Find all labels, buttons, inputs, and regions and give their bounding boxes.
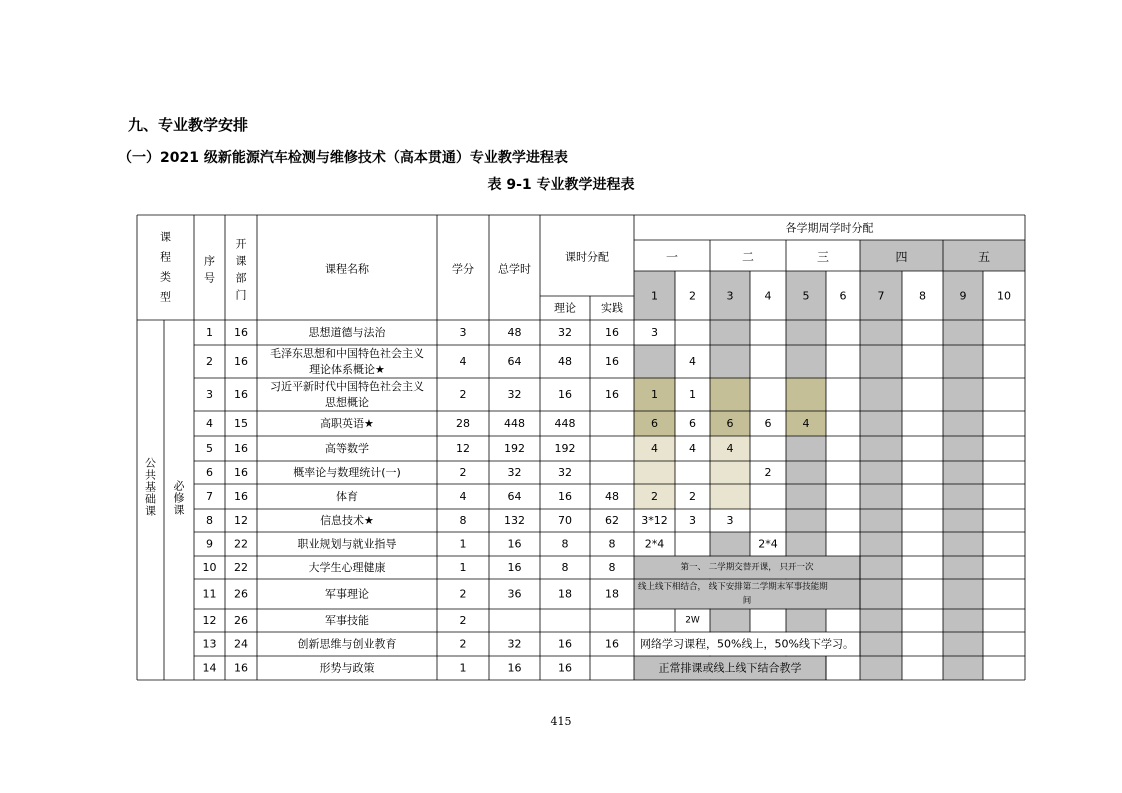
row-total-hours: 36 [507,587,522,601]
row-semester-4-value: 2 [764,466,772,479]
row-theory: 18 [558,587,572,601]
row-semester-2-value: 3 [689,514,696,527]
semester-header-3: 3 [726,289,734,303]
row-total-hours: 16 [507,537,522,551]
row-credit: 2 [459,587,467,601]
row-course-name: 大学生心理健康 [308,561,386,574]
semester-header-5: 5 [802,289,810,303]
row-semester-2-value: 6 [689,417,696,430]
row-semester-2-value: 2 [689,490,696,503]
row-course-name: 形势与政策 [319,661,375,675]
row-credit: 4 [459,355,467,368]
subcategory-label-char: 必 [173,479,185,493]
row-dept: 12 [234,514,248,527]
row-practice: 8 [608,537,616,551]
year-header-1: 一 [665,250,679,264]
row-dept: 24 [234,637,248,651]
dept-header-char: 部 [235,271,247,285]
row-seq: 9 [206,537,213,551]
row-semester-3-value: 3 [726,514,734,527]
row-credit: 2 [459,388,467,401]
row-course-name: 概率论与数理统计(一) [293,466,401,479]
row-seq: 7 [206,490,213,503]
row-seq: 3 [206,388,213,401]
semester-header-4: 4 [764,289,772,303]
semester-5-column-shade [786,271,826,680]
row-dept: 22 [234,537,248,551]
row-practice: 62 [605,514,619,527]
category-label-char: 共 [145,468,156,482]
row-semester-2-value: 4 [689,355,696,368]
row-theory: 16 [558,388,572,401]
row-course-name: 高等数学 [325,442,369,455]
row-note: 正常排课或线上线下结合教学 [658,661,802,675]
row-semester-1-value: 1 [651,388,658,401]
row-credit: 2 [459,637,467,651]
row-dept: 22 [234,561,248,574]
row-total-hours: 16 [507,561,522,574]
year-header-3: 三 [816,250,830,264]
row-course-name: 职业规划与就业指导 [297,537,397,551]
row-credit: 1 [459,661,467,675]
semester-header-9: 9 [959,289,967,303]
beige-cell [634,461,675,484]
row-theory: 16 [558,661,572,675]
row-dept: 16 [234,661,248,675]
row-semester-1-value: 2*4 [644,537,665,551]
row-total-hours: 132 [504,514,525,527]
row-seq: 11 [202,587,217,601]
row-total-hours: 64 [507,355,522,368]
dept-header-char: 课 [235,254,247,268]
row-14-sem6-bg [826,656,860,680]
row-seq: 2 [206,355,213,368]
merge-mask [825,557,826,579]
row-dept: 26 [234,614,248,627]
row-seq: 12 [202,614,217,627]
row-theory: 192 [554,442,576,455]
row-course-name: 创新思维与创业教育 [297,637,397,651]
row-semester-2-value: 2W [685,615,700,626]
semester-9-column-shade [943,271,983,680]
row-theory: 32 [558,326,572,339]
practice-header: 实践 [601,301,623,315]
row-semester-4-value: 2*4 [758,537,778,551]
row-theory: 16 [558,490,572,503]
row-dept: 15 [234,417,248,430]
row-seq: 14 [202,661,217,675]
row-total-hours: 192 [504,442,525,455]
row-total-hours: 16 [507,661,522,675]
row-semester-1-value: 3 [651,326,658,339]
row-theory: 48 [558,355,572,368]
course-name-header: 课程名称 [325,262,369,276]
row-seq: 1 [206,326,213,339]
row-credit: 1 [459,561,467,574]
row-credit: 2 [459,466,467,479]
row-course-name: 体育 [336,490,358,503]
row-seq: 10 [202,561,217,574]
row-seq: 5 [206,442,213,455]
row-credit: 8 [459,514,467,527]
row-theory: 8 [561,537,569,551]
row-dept: 16 [234,442,248,455]
row-seq: 8 [206,514,213,527]
row-seq: 6 [206,466,213,479]
dept-header-char: 门 [235,288,247,302]
olive-cell [710,378,750,411]
row-semester-1-value: 4 [651,442,658,455]
semester-header-6: 6 [839,289,847,303]
row-dept: 26 [234,587,248,601]
category-label-char: 基 [145,480,156,494]
olive-cell [786,378,826,411]
credit-header: 学分 [452,262,474,276]
row-course-name: 军事技能 [325,614,369,627]
row-theory: 70 [558,514,572,527]
row-total-hours: 48 [507,326,522,339]
row-theory: 448 [554,417,576,430]
row-credit: 28 [456,417,470,430]
year-header-5: 五 [977,250,991,264]
row-course-name: 习近平新时代中国特色社会主义 [270,380,424,393]
category-header-char: 型 [160,290,171,304]
white-cell [634,609,675,632]
row-dept: 16 [234,388,248,401]
row-credit: 1 [459,537,467,551]
row-practice: 18 [605,587,619,601]
semester-header-8: 8 [919,289,926,303]
row-course-name: 信息技术★ [320,514,374,527]
row-practice: 16 [605,355,619,368]
row-semester-1-value: 3*12 [641,514,668,527]
row-semester-3-value: 6 [726,417,734,430]
row-seq: 4 [206,417,213,430]
row-semester-2-value: 4 [689,442,696,455]
year-header-2: 二 [741,250,755,264]
subcategory-label-char: 修 [173,491,185,505]
row-course-name: 高职英语★ [320,417,374,430]
category-label-char: 公 [145,456,156,470]
row-dept: 16 [234,490,248,503]
row-course-name: 思想道德与法治 [308,326,386,339]
row-practice: 8 [608,561,616,574]
row-theory: 16 [558,637,572,651]
row-course-name: 毛泽东思想和中国特色社会主义 [270,347,424,360]
row-total-hours: 32 [507,466,522,479]
row-note: 间 [742,596,752,606]
category-label-char: 课 [145,504,156,518]
row-total-hours: 448 [504,417,525,430]
year-header-4: 四 [895,250,908,264]
semester-header-1: 1 [651,289,658,303]
row-practice: 16 [605,326,619,339]
row-semester-1-value: 6 [651,417,658,430]
page-number: 415 [550,715,572,728]
category-header-char: 类 [160,270,171,284]
row-theory: 8 [561,561,569,574]
row-practice: 16 [605,388,619,401]
row-practice: 16 [605,637,619,651]
row-semester-2-value: 1 [689,388,696,401]
semester-header-7: 7 [877,289,885,303]
category-label-char: 础 [145,492,156,506]
beige-cell [710,484,750,509]
semester-7-column-shade [860,271,902,680]
category-header-char: 程 [160,250,171,264]
beige-cell [710,461,750,484]
row-course-name: 思想概论 [325,396,369,409]
row-note: 第一、 二学期交替开课， 只开一次 [680,562,814,573]
table-caption: 表 9-1 专业教学进程表 [487,177,635,193]
category-header-char: 课 [160,230,171,244]
row-semester-1-value: 2 [651,490,658,503]
semester-header-10: 10 [997,289,1011,303]
row-credit: 4 [459,490,467,503]
row-note: 线上线下相结合， 线下安排第二学期末军事技能期 [638,582,828,592]
seq-header-char: 号 [204,271,215,285]
row-dept: 16 [234,355,248,368]
row-total-hours: 64 [507,490,522,503]
section-heading: 九、专业教学安排 [128,116,249,134]
row-theory: 32 [558,466,572,479]
row-semester-4-value: 6 [764,417,772,430]
row-credit: 12 [456,442,470,455]
row-credit: 2 [459,614,467,627]
row-semester-5-value: 4 [802,417,810,430]
hour-split-header: 课时分配 [565,250,609,264]
row-credit: 3 [459,326,467,339]
row-practice: 48 [605,490,619,503]
row-dept: 16 [234,466,248,479]
row-semester-3-value: 4 [726,442,734,455]
row-seq: 13 [202,637,217,651]
semester-header-2: 2 [689,289,696,303]
theory-header: 理论 [554,301,576,315]
row-total-hours: 32 [507,637,522,651]
row-course-name: 军事理论 [325,587,369,601]
row-course-name: 理论体系概论★ [309,363,385,376]
seq-header-char: 序 [204,254,215,268]
semester-distribution-header: 各学期周学时分配 [785,221,874,235]
row-note: 网络学习课程，50%线上，50%线下学习。 [640,637,854,651]
row-dept: 16 [234,326,248,339]
subcategory-label-char: 课 [173,503,185,517]
dept-header-char: 开 [235,237,247,251]
row-total-hours: 32 [507,388,522,401]
total-hours-header: 总学时 [498,262,531,276]
sub-heading: （一）2021 级新能源汽车检测与维修技术（高本贯通）专业教学进程表 [118,150,568,166]
